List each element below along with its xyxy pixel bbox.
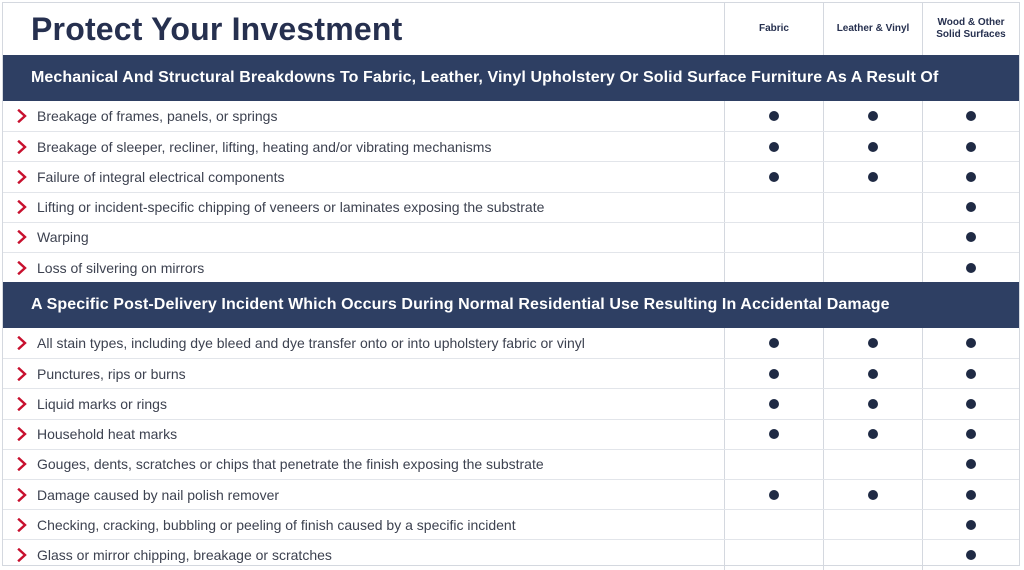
chevron-right-icon bbox=[13, 259, 31, 277]
coverage-cell bbox=[823, 223, 922, 252]
row-label: Liquid marks or rings bbox=[37, 395, 167, 412]
table-row bbox=[3, 131, 1019, 161]
row-label: Damage caused by nail polish remover bbox=[37, 486, 280, 503]
row-label-cell bbox=[3, 193, 724, 222]
row-label: Gouges, dents, scratches or chips that penetrate the finish exposing the substrate bbox=[37, 456, 544, 473]
coverage-cell bbox=[922, 162, 1019, 191]
chevron-right-icon bbox=[13, 546, 31, 564]
section-rows-accidental bbox=[3, 328, 1019, 570]
row-label: Lifting or incident-specific chipping of veneers or laminates exposing the substrate bbox=[37, 199, 545, 216]
table-row bbox=[3, 101, 1019, 131]
section-heading-mechanical: Mechanical And Structural Breakdowns To Fabric, Leather, Vinyl Upholstery Or Solid Surface Furniture As A Result Of bbox=[3, 55, 1019, 101]
table-row bbox=[3, 192, 1019, 222]
row-label-cell bbox=[3, 101, 724, 131]
row-label: Household heat marks bbox=[37, 426, 178, 443]
row-label-cell bbox=[3, 389, 724, 418]
coverage-cell bbox=[823, 540, 922, 569]
coverage-cell bbox=[823, 359, 922, 388]
row-label-cell bbox=[3, 132, 724, 161]
row-label: Checking, cracking, bubbling or peeling of finish caused by a specific incident bbox=[37, 516, 516, 533]
row-label: Failure of integral electrical components bbox=[37, 168, 285, 185]
chevron-right-icon bbox=[13, 334, 31, 352]
coverage-cell bbox=[922, 223, 1019, 252]
table-row bbox=[3, 388, 1019, 418]
coverage-cell bbox=[724, 162, 823, 191]
chevron-right-icon bbox=[13, 168, 31, 186]
filled-dot-icon bbox=[769, 142, 779, 152]
row-label-cell bbox=[3, 253, 724, 282]
filled-dot-icon bbox=[966, 232, 976, 242]
filled-dot-icon bbox=[966, 172, 976, 182]
coverage-cell bbox=[724, 359, 823, 388]
coverage-table bbox=[2, 2, 1020, 566]
row-label-cell bbox=[3, 480, 724, 509]
row-label-cell bbox=[3, 420, 724, 449]
coverage-cell bbox=[823, 101, 922, 131]
filled-dot-icon bbox=[966, 338, 976, 348]
coverage-cell bbox=[724, 223, 823, 252]
coverage-cell bbox=[922, 420, 1019, 449]
filled-dot-icon bbox=[868, 490, 878, 500]
filled-dot-icon bbox=[769, 338, 779, 348]
filled-dot-icon bbox=[966, 111, 976, 121]
filled-dot-icon bbox=[966, 263, 976, 273]
row-label-cell bbox=[3, 223, 724, 252]
coverage-cell bbox=[724, 510, 823, 539]
filled-dot-icon bbox=[769, 429, 779, 439]
coverage-cell bbox=[823, 193, 922, 222]
table-row bbox=[3, 539, 1019, 569]
chevron-right-icon bbox=[13, 425, 31, 443]
table-row bbox=[3, 358, 1019, 388]
filled-dot-icon bbox=[769, 111, 779, 121]
coverage-cell bbox=[724, 132, 823, 161]
filled-dot-icon bbox=[966, 202, 976, 212]
filled-dot-icon bbox=[868, 399, 878, 409]
coverage-cell bbox=[922, 450, 1019, 479]
filled-dot-icon bbox=[868, 172, 878, 182]
row-label-cell bbox=[3, 359, 724, 388]
coverage-cell bbox=[724, 420, 823, 449]
coverage-cell bbox=[724, 193, 823, 222]
row-label: Warping bbox=[37, 229, 89, 246]
row-label-cell bbox=[3, 540, 724, 569]
table-header bbox=[3, 3, 1019, 55]
filled-dot-icon bbox=[769, 172, 779, 182]
chevron-right-icon bbox=[13, 365, 31, 383]
filled-dot-icon bbox=[966, 490, 976, 500]
coverage-cell bbox=[823, 328, 922, 358]
column-header-wood-solid-surfaces: Wood & Other Solid Surfaces bbox=[922, 3, 1019, 55]
chevron-right-icon bbox=[13, 486, 31, 504]
table-row bbox=[3, 509, 1019, 539]
filled-dot-icon bbox=[769, 369, 779, 379]
chevron-right-icon bbox=[13, 138, 31, 156]
filled-dot-icon bbox=[868, 142, 878, 152]
coverage-cell bbox=[922, 101, 1019, 131]
filled-dot-icon bbox=[966, 429, 976, 439]
coverage-cell bbox=[922, 193, 1019, 222]
table-row bbox=[3, 161, 1019, 191]
row-label: Punctures, rips or burns bbox=[37, 365, 186, 382]
coverage-cell bbox=[724, 450, 823, 479]
coverage-cell bbox=[724, 101, 823, 131]
filled-dot-icon bbox=[966, 459, 976, 469]
filled-dot-icon bbox=[966, 520, 976, 530]
table-row bbox=[3, 419, 1019, 449]
section-rows-mechanical bbox=[3, 101, 1019, 282]
filled-dot-icon bbox=[966, 550, 976, 560]
chevron-right-icon bbox=[13, 107, 31, 125]
coverage-cell bbox=[823, 510, 922, 539]
row-label: Loss of silvering on mirrors bbox=[37, 259, 205, 276]
chevron-right-icon bbox=[13, 395, 31, 413]
row-label: Breakage of frames, panels, or springs bbox=[37, 108, 278, 125]
coverage-cell bbox=[823, 420, 922, 449]
row-label-cell bbox=[3, 162, 724, 191]
coverage-cell bbox=[724, 253, 823, 282]
table-row bbox=[3, 479, 1019, 509]
filled-dot-icon bbox=[868, 111, 878, 121]
coverage-cell bbox=[922, 253, 1019, 282]
coverage-cell bbox=[922, 480, 1019, 509]
chevron-right-icon bbox=[13, 455, 31, 473]
coverage-cell bbox=[724, 389, 823, 418]
coverage-cell bbox=[922, 132, 1019, 161]
coverage-cell bbox=[922, 359, 1019, 388]
coverage-cell bbox=[922, 328, 1019, 358]
coverage-cell bbox=[922, 510, 1019, 539]
coverage-cell bbox=[823, 450, 922, 479]
coverage-cell bbox=[724, 328, 823, 358]
section-heading-accidental: A Specific Post-Delivery Incident Which Occurs During Normal Residential Use Resulting In Accidental Damage bbox=[3, 282, 1019, 328]
page-title: Protect Your Investment bbox=[31, 10, 403, 47]
filled-dot-icon bbox=[966, 369, 976, 379]
row-label: All stain types, including dye bleed and dye transfer onto or into upholstery fabric or vinyl bbox=[37, 335, 585, 352]
coverage-cell bbox=[724, 480, 823, 509]
filled-dot-icon bbox=[769, 490, 779, 500]
chevron-right-icon bbox=[13, 516, 31, 534]
table-row bbox=[3, 449, 1019, 479]
column-header-fabric: Fabric bbox=[724, 3, 823, 55]
coverage-cell bbox=[823, 389, 922, 418]
row-label-cell bbox=[3, 328, 724, 358]
row-label: Glass or mirror chipping, breakage or scratches bbox=[37, 546, 332, 563]
coverage-cell bbox=[823, 480, 922, 509]
row-label-cell bbox=[3, 510, 724, 539]
filled-dot-icon bbox=[868, 338, 878, 348]
table-row bbox=[3, 222, 1019, 252]
filled-dot-icon bbox=[868, 369, 878, 379]
filled-dot-icon bbox=[769, 399, 779, 409]
filled-dot-icon bbox=[966, 399, 976, 409]
coverage-cell bbox=[922, 540, 1019, 569]
coverage-cell bbox=[823, 132, 922, 161]
coverage-cell bbox=[922, 389, 1019, 418]
filled-dot-icon bbox=[868, 429, 878, 439]
row-label-cell bbox=[3, 450, 724, 479]
coverage-cell bbox=[724, 540, 823, 569]
column-header-leather-vinyl: Leather & Vinyl bbox=[823, 3, 922, 55]
coverage-cell bbox=[823, 162, 922, 191]
row-label: Breakage of sleeper, recliner, lifting, heating and/or vibrating mechanisms bbox=[37, 138, 492, 155]
chevron-right-icon bbox=[13, 198, 31, 216]
filled-dot-icon bbox=[966, 142, 976, 152]
chevron-right-icon bbox=[13, 228, 31, 246]
table-row bbox=[3, 328, 1019, 358]
table-row bbox=[3, 252, 1019, 282]
coverage-cell bbox=[823, 253, 922, 282]
